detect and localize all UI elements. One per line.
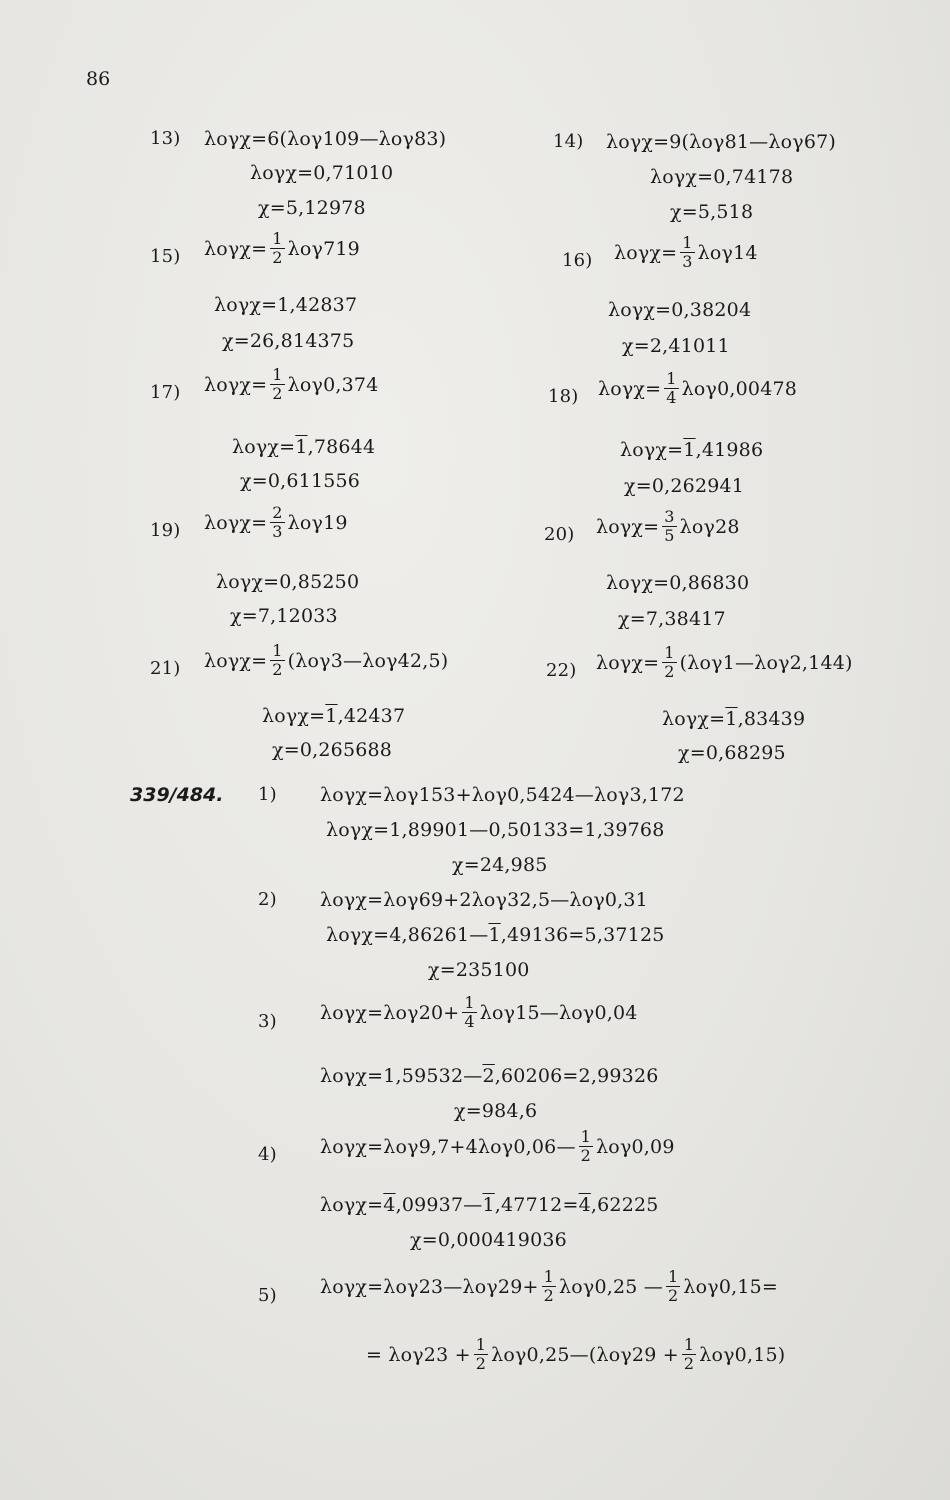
fraction-denominator: 4: [464, 1011, 475, 1031]
exercise-4-line2-a: λογχ=: [320, 1194, 384, 1216]
problem-13-line3: χ=5,12978: [258, 197, 366, 219]
exercise-3-line1: [320, 993, 638, 1032]
fraction-denominator: 3: [272, 521, 283, 541]
fraction-numerator: 1: [272, 229, 283, 248]
problem-18-line2: [620, 441, 763, 460]
exercise-3-line3: χ=984,6: [454, 1100, 538, 1122]
problem-20-line3: χ=7,38417: [618, 608, 726, 630]
exercise-4-line2-b: ,09937—: [395, 1194, 483, 1216]
exercise-3-line2-b: ,60206=2,99326: [494, 1065, 659, 1087]
exercise-4-label: 4): [258, 1144, 277, 1165]
fraction-numerator: 1: [664, 643, 675, 662]
fraction-numerator: 2: [272, 503, 283, 522]
exercise-5-label: 5): [258, 1285, 277, 1306]
problem-21-line2-lhs: λογχ=: [262, 705, 326, 727]
problem-19-label: 19): [150, 520, 181, 541]
fraction-denominator: 3: [682, 251, 693, 271]
bar-characteristic: 1: [325, 705, 338, 727]
problem-21-line1: [204, 641, 449, 680]
problem-15-line1: [204, 229, 360, 268]
problem-15-line2: λογχ=1,42837: [214, 294, 358, 316]
fraction: [542, 1268, 556, 1304]
fraction: [662, 644, 676, 680]
problem-21-line2-mantissa: ,42437: [337, 705, 406, 727]
exercise-5-rhs-b: λογ0,25—(λογ29 +: [491, 1344, 679, 1367]
problem-22-line2-lhs: λογχ=: [662, 708, 726, 730]
fraction: [270, 366, 284, 402]
section-label: 339/484.: [130, 784, 224, 806]
exercise-3-label: 3): [258, 1011, 277, 1032]
exercise-4-line2-d: ,62225: [590, 1194, 659, 1216]
exercise-2-line3: χ=235100: [428, 959, 530, 981]
problem-13-line1: λογχ=6(λογ109—λογ83): [204, 128, 447, 150]
fraction-denominator: 2: [543, 1285, 555, 1305]
fraction-denominator: 5: [664, 525, 675, 545]
fraction: [682, 1336, 696, 1372]
problem-22-line2: [662, 710, 805, 729]
problem-13-line2: λογχ=0,71010: [250, 162, 394, 184]
exercise-3-line2-a: λογχ=1,59532—: [320, 1065, 483, 1087]
problem-22-line2-mantissa: ,83439: [737, 708, 806, 730]
bar-characteristic: 2: [482, 1065, 495, 1087]
problem-20-rhs: λογ28: [679, 516, 740, 539]
problem-20-lhs: λογχ=: [596, 516, 660, 539]
problem-16-line2: λογχ=0,38204: [608, 299, 752, 321]
problem-21-line3: χ=0,265688: [272, 739, 393, 761]
bar-characteristic: 4: [383, 1194, 396, 1216]
problem-15-rhs: λογ719: [287, 238, 360, 261]
fraction-denominator: 2: [664, 661, 675, 681]
exercise-5-part-b: λογ0,25 —: [559, 1276, 663, 1299]
problem-19-lhs: λογχ=: [204, 512, 268, 535]
problem-22-rhs: (λογ1—λογ2,144): [679, 652, 853, 675]
exercise-1-line1: λογχ=λογ153+λογ0,5424—λογ3,172: [320, 784, 685, 806]
fraction-numerator: 1: [580, 1127, 592, 1146]
bar-characteristic: 1: [488, 924, 501, 946]
problem-20-label: 20): [544, 524, 575, 545]
problem-17-line2-lhs: λογχ=: [232, 436, 296, 458]
fraction: [474, 1336, 488, 1372]
problem-21-rhs: (λογ3—λογ42,5): [287, 650, 449, 673]
exercise-4-line2: [320, 1196, 659, 1215]
problem-21-line2: [262, 707, 405, 726]
exercise-4-line3: χ=0,000419036: [410, 1229, 567, 1251]
problem-14-label: 14): [553, 131, 584, 152]
exercise-1-line2: λογχ=1,89901—0,50133=1,39768: [326, 819, 665, 841]
problem-18-line2-lhs: λογχ=: [620, 439, 684, 461]
problem-17-rhs: λογ0,374: [287, 374, 379, 397]
fraction: [462, 994, 476, 1030]
fraction-denominator: 2: [272, 659, 283, 679]
exercise-5-part-c: λογ0,15=: [683, 1276, 779, 1299]
exercise-2-label: 2): [258, 889, 277, 910]
exercise-2-line2-b: ,49136=5,37125: [500, 924, 665, 946]
fraction: [680, 234, 694, 270]
fraction: [579, 1128, 593, 1164]
problem-15-label: 15): [150, 246, 181, 267]
problem-17-label: 17): [150, 382, 181, 403]
problem-18-rhs: λογ0,00478: [681, 378, 798, 401]
problem-18-line3: χ=0,262941: [624, 475, 745, 497]
fraction: [664, 370, 678, 406]
problem-17-line2: [232, 438, 375, 457]
exercise-3-rhs: λογ15—λογ0,04: [479, 1002, 638, 1025]
problem-21-label: 21): [150, 658, 181, 679]
problem-19-rhs: λογ19: [287, 512, 348, 535]
fraction-numerator: 1: [668, 1267, 679, 1286]
fraction-denominator: 2: [580, 1145, 592, 1165]
problem-22-label: 22): [546, 660, 577, 681]
problem-22-line1: [596, 643, 853, 682]
problem-18-line1: [598, 369, 798, 408]
problem-16-label: 16): [562, 250, 593, 271]
problem-14-line1: λογχ=9(λογ81—λογ67): [606, 131, 837, 153]
fraction: [270, 504, 284, 540]
fraction-denominator: 4: [666, 387, 677, 407]
exercise-3-line2: [320, 1067, 659, 1086]
fraction: [662, 508, 676, 544]
exercise-2-line2-a: λογχ=4,86261—: [326, 924, 489, 946]
exercise-5-rhs-a: = λογ23 +: [366, 1344, 471, 1367]
fraction-denominator: 2: [272, 383, 283, 403]
fraction-numerator: 1: [682, 233, 693, 252]
problem-21-lhs: λογχ=: [204, 650, 268, 673]
exercise-4-rhs: λογ0,09: [596, 1136, 675, 1159]
bar-characteristic: 4: [578, 1194, 591, 1216]
bar-characteristic: 1: [295, 436, 308, 458]
problem-22-lhs: λογχ=: [596, 652, 660, 675]
problem-18-line2-mantissa: ,41986: [695, 439, 764, 461]
exercise-2-line1: λογχ=λογ69+2λογ32,5—λογ0,31: [320, 889, 648, 911]
problem-16-rhs: λογ14: [697, 242, 758, 265]
problem-19-line3: χ=7,12033: [230, 605, 338, 627]
problem-18-lhs: λογχ=: [598, 378, 662, 401]
exercise-5-part-a: λογχ=λογ23—λογ29+: [320, 1276, 539, 1299]
exercise-3-lhs: λογχ=λογ20+: [320, 1002, 460, 1025]
bar-characteristic: 1: [725, 708, 738, 730]
problem-22-line3: χ=0,68295: [678, 742, 786, 764]
fraction-denominator: 2: [475, 1353, 487, 1373]
fraction-numerator: 3: [664, 507, 675, 526]
exercise-4-lhs: λογχ=λογ9,7+4λογ0,06—: [320, 1136, 576, 1159]
bar-characteristic: 1: [482, 1194, 495, 1216]
fraction-numerator: 1: [666, 369, 677, 388]
problem-17-line2-mantissa: ,78644: [307, 436, 376, 458]
fraction-numerator: 1: [464, 993, 475, 1012]
fraction: [666, 1268, 680, 1304]
fraction: [270, 230, 284, 266]
problem-16-lhs: λογχ=: [614, 242, 678, 265]
problem-17-lhs: λογχ=: [204, 374, 268, 397]
problem-20-line1: [596, 507, 740, 546]
exercise-1-label: 1): [258, 784, 277, 805]
fraction-numerator: 1: [272, 641, 283, 660]
exercise-5-line1: [320, 1267, 779, 1306]
fraction-numerator: 1: [683, 1335, 695, 1354]
page-number: 86: [86, 68, 111, 90]
fraction-denominator: 2: [272, 247, 283, 267]
exercise-5-line2: [366, 1335, 786, 1374]
problem-20-line2: λογχ=0,86830: [606, 572, 750, 594]
fraction: [270, 642, 284, 678]
exercise-4-line2-c: ,47712=: [494, 1194, 579, 1216]
fraction-denominator: 2: [683, 1353, 695, 1373]
problem-15-line3: χ=26,814375: [222, 330, 355, 352]
problem-19-line1: [204, 503, 348, 542]
fraction-denominator: 2: [668, 1285, 679, 1305]
exercise-5-rhs-c: λογ0,15): [699, 1344, 786, 1367]
problem-14-line3: χ=5,518: [670, 201, 754, 223]
problem-16-line1: [614, 233, 758, 272]
problem-19-line2: λογχ=0,85250: [216, 571, 360, 593]
fraction-numerator: 1: [475, 1335, 487, 1354]
bar-characteristic: 1: [683, 439, 696, 461]
problem-13-label: 13): [150, 128, 181, 149]
problem-15-lhs: λογχ=: [204, 238, 268, 261]
exercise-1-line3: χ=24,985: [452, 854, 548, 876]
problem-17-line1: [204, 365, 379, 404]
fraction-numerator: 1: [543, 1267, 555, 1286]
fraction-numerator: 1: [272, 365, 283, 384]
exercise-4-line1: [320, 1127, 675, 1166]
exercise-2-line2: [326, 926, 665, 945]
problem-18-label: 18): [548, 386, 579, 407]
problem-16-line3: χ=2,41011: [622, 335, 730, 357]
problem-14-line2: λογχ=0,74178: [650, 166, 794, 188]
problem-17-line3: χ=0,611556: [240, 470, 361, 492]
